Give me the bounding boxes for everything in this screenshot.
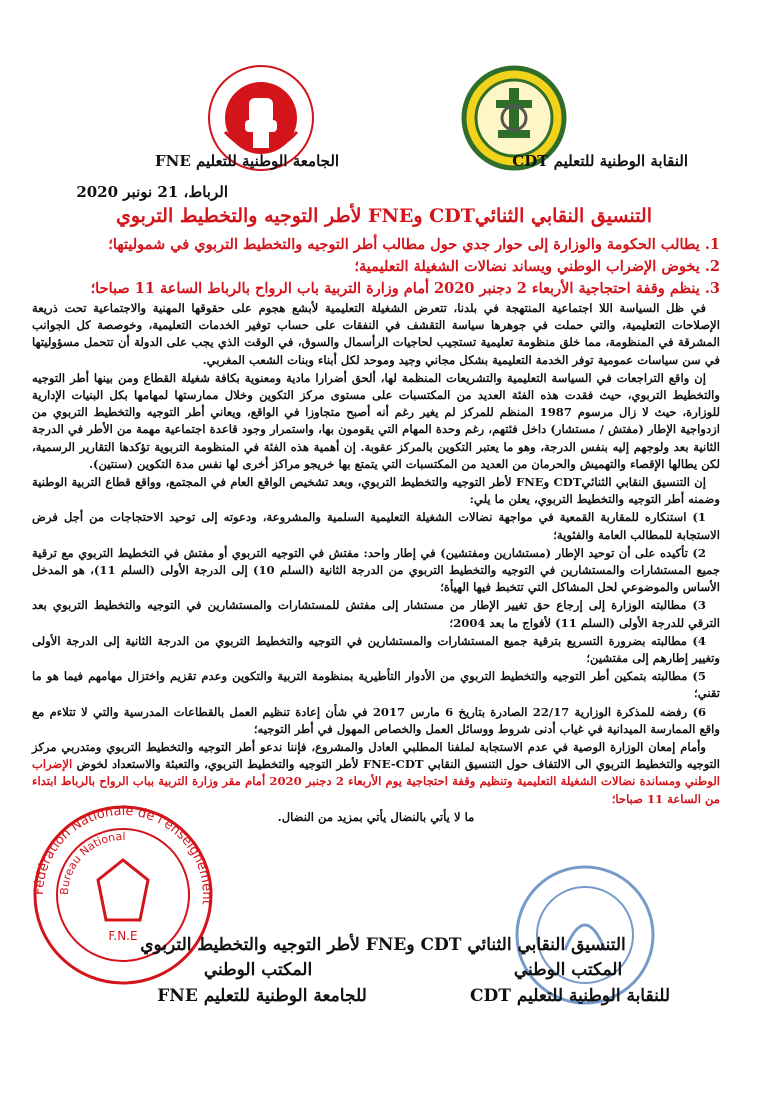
joint-signature: التنسيق النقابي الثنائي CDT وFNE لأطر التوجيه والتخطيط التربوي	[140, 935, 626, 955]
call-to-action-text: وأمام إمعان الوزارة الوصية في عدم الاستجابة لملفنا المطلبي العادل والمشروع، فإننا ندعو أطر التوجيه والتخطيط التربوي ومتدربي مركز التوجيه والتخطيط التربوي الى الالتفاف حول التنسيق النقابي FNE-CDT لأطر التوجيه والتخطيط التربوي، والتعبئة والاستعداد لخوض	[32, 740, 720, 772]
cdt-bureau-label: المكتب الوطني	[513, 960, 623, 980]
body-paragraph: إن واقع التراجعات في السياسة التعليمية والتشريعات المنظمة لها، ألحق أضرارا مادية ومعنوية بكافة شغيلة القطاع ومن بينها أطر التوجيه والتخطيط التربوي، حيث فقدت هذه الفئة العديد من المكتسبات على مستوى مركز التكوين وخلال ممارستها لمهامها بكل البنيات الإدارية للوزارة، حيث لا زال مرسوم 1987 المنظم للمركز لم يغير رغم أنه أصبح متجاوزا في الواقع، ويعاني أطر التوجيه والتخطيط التربوي من ازدواجية الإطار (مفتش / مستشار) داخل فئتهم، رغم وحدة المهام التي يقومون بها، واستمرار وجود قاعدة اجتماعية مهمة من الأطر في الدرجة الثانية بعد ولوجهم إليه بنفس الدرجة، وهو ما يعتبر التكوين بالمركز عقوبة. إن أهمية هذه الفئة في المنظومة التربوية تؤكدها التقارير الرسمية، لكن يطالها الإقصاء والتهميش والحرمان من العديد من المكتسبات التي يتمتع بها خريجو مراكز أخرى لها نفس مدة التكوين (سنتين).	[32, 370, 721, 471]
call-to-action-paragraph	[32, 739, 720, 808]
fne-bureau-label: المكتب الوطني	[203, 960, 313, 980]
demand-item: 1. يطالب الحكومة والوزارة إلى حوار جدي حول مطالب أطر التوجيه والتخطيط التربوي في شموليتها؛	[108, 236, 720, 253]
body-paragraph: في ظل السياسة اللا اجتماعية المنتهجة في بلدنا، تتعرض الشغيلة التعليمية لأبشع هجوم على حقوقها المهنية والاجتماعية تحت ذريعة الإصلاحات التعليمية، والتي حملت في جوهرها سياسة التقشف في النفقات على حساب توفير الخدمات التعليمية، وخوصصة كل الجوانب المشرقة في المنظومة، مما خلق منظومة تعليمية تستجيب لحاجيات الرأسمال والسوق، في الوقت الذي يجب على الدولة أن تتحمل مسؤوليتها في سن سياسات عمومية توفر الخدمة التعليمية بشكل مجاني وجيد وموحد لكل أبناء وبنات الشعب المغربي.	[32, 301, 720, 367]
fne-stamp-center-text: F.N.E	[108, 929, 138, 943]
point-item: 4) مطالبته بضرورة التسريع بترقية جميع المستشارات والمستشارين في التوجيه والتخطيط التربوي من الدرجة الثانية إلى الدرجة الأولى وتغيير إطارهم إلى مفتشين؛	[32, 633, 720, 666]
demand-item: 3. ينظم وقفة احتجاجية الأربعاء 2 دجنبر 2020 أمام وزارة التربية باب الرواح بالرباط الساعة 11 صباحا؛	[90, 280, 720, 297]
point-item: 6) رفضه للمذكرة الوزارية 22/17 الصادرة بتاريخ 6 مارس 2017 في شأن إعادة تنظيم العمل بالقطاعات المدرسية والتي لا تتلاءم مع واقع الممارسة الميدانية في غياب أدنى شروط ووسائل العمل والخصاص المهول في أطر التوجيه؛	[32, 704, 720, 736]
document-title: التنسيق النقابي الثنائيCDT وFNE لأطر التوجيه والتخطيط التربوي	[115, 205, 652, 227]
fne-stamp-inner-text: Bureau National	[57, 829, 126, 896]
strike-announcement: الإضراب الوطني ومساندة نضالات الشغيلة التعليمية وتنظيم وقفة احتجاجية يوم الأربعاء 2 دجنبر 2020 أمام مقر وزارة التربية بباب الرواح بالرباط ابتداء من الساعة 11 صباحا؛	[32, 757, 721, 806]
closing-slogan: ما لا يأتي بالنضال يأتي بمزيد من النضال.	[277, 809, 475, 824]
fne-federation-name: الجامعة الوطنية للتعليم FNE	[155, 152, 340, 170]
cdt-union-name: النقابة الوطنية للتعليم CDT	[512, 152, 688, 170]
demands-list	[40, 234, 720, 300]
fne-stamp-outer-text: Fédération Nationale de l'enseignement	[31, 803, 215, 906]
cdt-signature-org: للنقابة الوطنية للتعليم CDT	[469, 986, 671, 1006]
body-paragraph: إن التنسيق النقابي الثنائيCDT وFNE لأطر التوجيه والتخطيط التربوي، وبعد تشخيص الواقع العام في المجتمع، وواقع قطاع التربية الوطنية وضمنه أطر التوجيه والتخطيط التربوي، يعلن ما يلي:	[32, 475, 720, 507]
demand-item: 2. يخوض الإضراب الوطني ويساند نضالات الشغيلة التعليمية؛	[354, 258, 720, 275]
point-item: 3) مطالبته الوزارة إلى إرجاع حق تغيير الإطار من مستشار إلى مفتش للمستشارات والمستشارين في التوجيه والتخطيط التربوي بعد الترقي للدرجة الأولى (السلم 11) لأفواج ما بعد 2004؛	[32, 598, 720, 630]
document-date: الرباط، 21 نونبر 2020	[76, 183, 228, 201]
point-item: 2) تأكيده على أن توحيد الإطار (مستشارين ومفتشين) في إطار واحد: مفتش في التوجيه التربوي أو مفتش في التخطيط التربوي مع ترقية جميع المستشارات والمستشارين في التوجيه والتخطيط التربوي من الدرجة الثانية (السلم 10) إلى الدرجة الأولى (السلم 11)، هو المدخل الأساس والموضوعي لحل المشاكل التي تتخبط فيها الهيأة؛	[32, 545, 720, 595]
point-item: 5) مطالبته بتمكين أطر التوجيه والتخطيط التربوي من الأدوار التأطيرية بمنظومة التربية والتكوين وعدم تقزيم واختزال مهامهم فيما هو ما تقني؛	[32, 669, 720, 701]
fne-signature-org: للجامعة الوطنية للتعليم FNE	[157, 986, 367, 1006]
statement-body	[32, 300, 720, 827]
point-item: 1) استنكاره للمقاربة القمعية في مواجهة نضالات الشغيلة التعليمية السلمية والمشروعة، ودعوته إلى توحيد الاحتجاجات من أجل فرض الاستجابة للمطالب العامة والفئوية؛	[32, 510, 720, 542]
